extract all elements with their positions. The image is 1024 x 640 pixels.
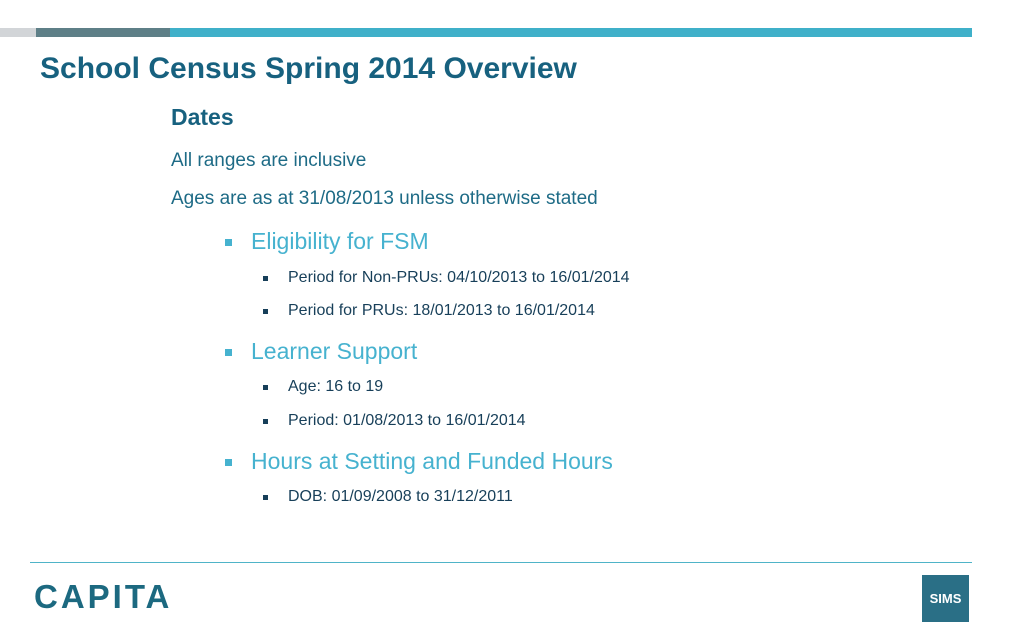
bullet-item-label: Period for Non-PRUs: 04/10/2013 to 16/01/2014 [288, 269, 630, 286]
bullet-heading-label: Learner Support [251, 338, 418, 364]
intro-line: All ranges are inclusive [171, 150, 367, 171]
slide-title: School Census Spring 2014 Overview [40, 52, 577, 85]
sims-logo: SIMS [922, 575, 969, 622]
bullet-item-label: DOB: 01/09/2008 to 31/12/2011 [288, 488, 513, 505]
footer-divider [30, 562, 972, 563]
header-bar-grey [0, 28, 36, 37]
square-bullet-icon [263, 276, 268, 281]
intro-line: Ages are as at 31/08/2013 unless otherwise stated [171, 188, 598, 209]
bullet-heading-label: Eligibility for FSM [251, 228, 429, 254]
section-subheading: Dates [171, 104, 234, 130]
bullet-item-label: Age: 16 to 19 [288, 378, 384, 395]
header-bar-dark [36, 28, 170, 37]
square-bullet-icon [225, 459, 232, 466]
square-bullet-icon [263, 495, 268, 500]
square-bullet-icon [225, 239, 232, 246]
bullet-item-label: Period: 01/08/2013 to 16/01/2014 [288, 412, 526, 429]
bullet-item-label: Period for PRUs: 18/01/2013 to 16/01/2014 [288, 302, 595, 319]
square-bullet-icon [263, 385, 268, 390]
bullet-heading-label: Hours at Setting and Funded Hours [251, 448, 613, 474]
square-bullet-icon [225, 349, 232, 356]
square-bullet-icon [263, 309, 268, 314]
header-bar-accent [170, 28, 972, 37]
square-bullet-icon [263, 419, 268, 424]
capita-logo: CAPITA [34, 578, 173, 615]
